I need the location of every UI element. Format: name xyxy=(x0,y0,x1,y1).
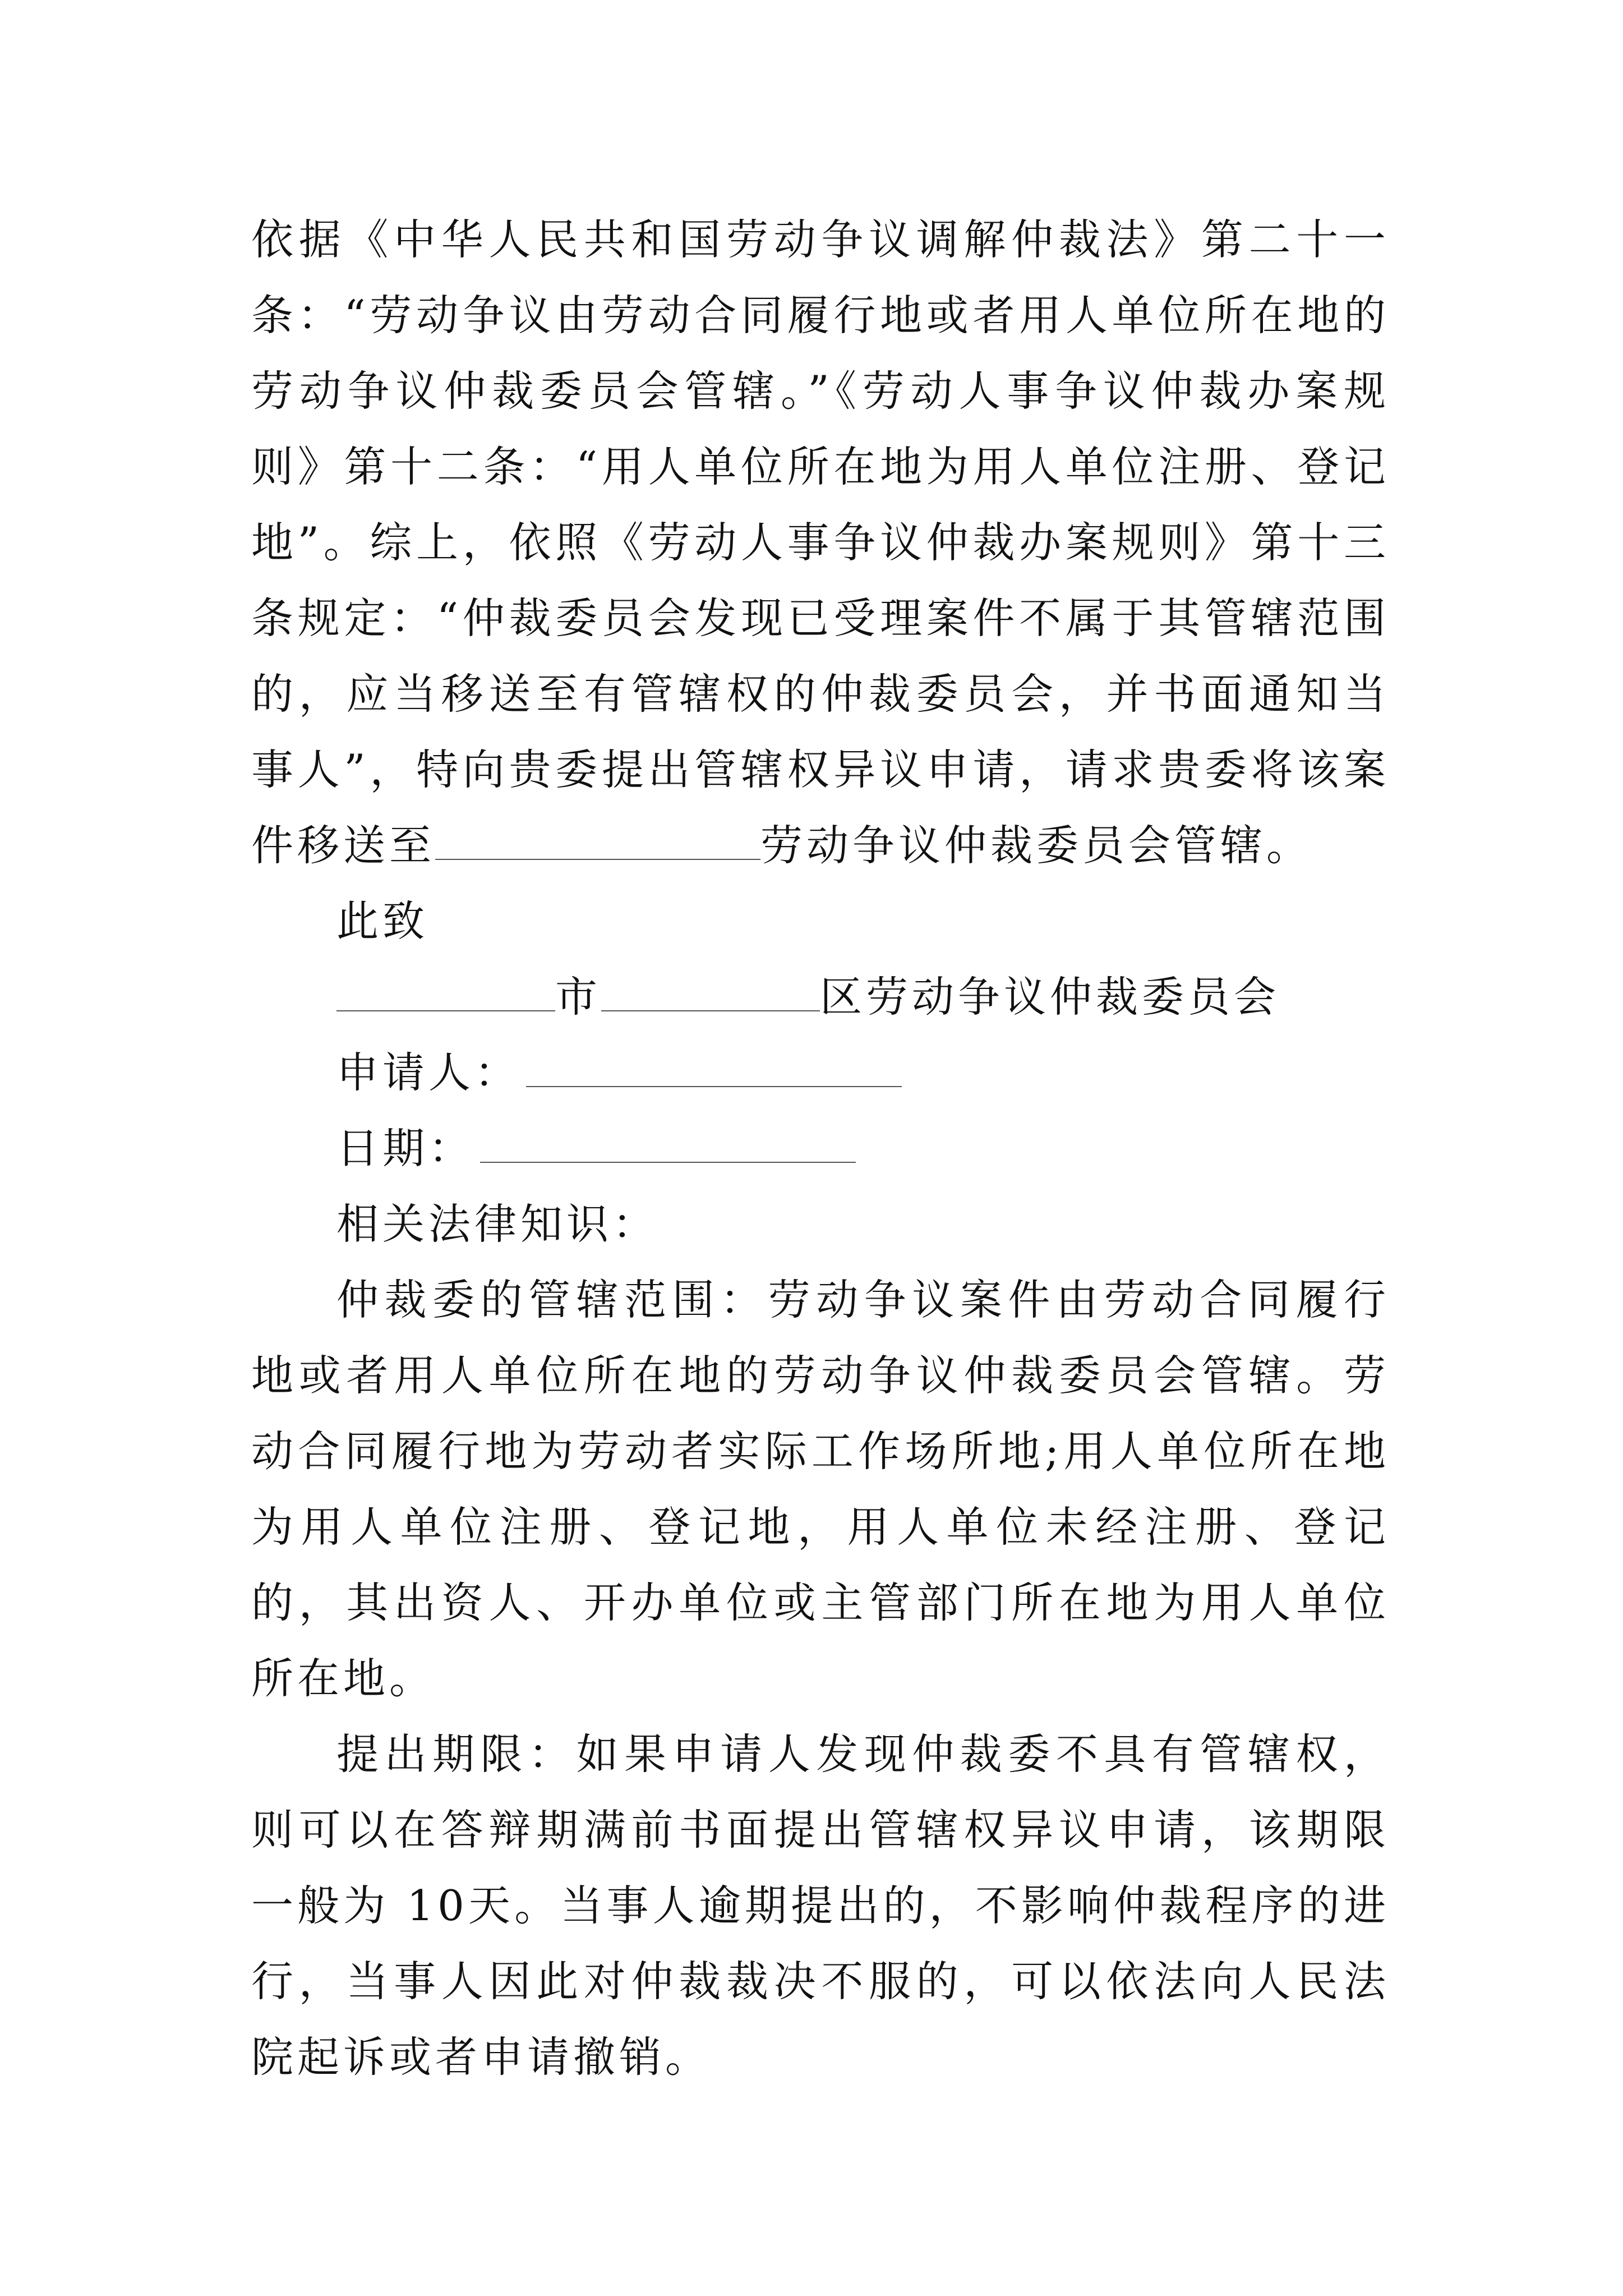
deadline-paragraph: 提出期限：如果申请人发现仲裁委不具有管辖权，则可以在答辩期满前书面提出管辖权异议申请，该期限一般为 10天。当事人逾期提出的，不影响仲裁程序的进行，当事人因此对仲裁裁决不服的，可以依法向人民法院起诉或者申请撤销。 xyxy=(251,1729,1390,2082)
district-blank xyxy=(601,976,820,1011)
transfer-target-blank xyxy=(435,824,760,860)
city-suffix: 市 xyxy=(555,972,602,1022)
recipient-line xyxy=(251,959,1390,1035)
applicant-label: 申请人： xyxy=(336,1048,521,1097)
salutation: 此致 xyxy=(336,896,429,946)
date-label: 日期： xyxy=(336,1124,475,1173)
city-blank xyxy=(336,976,555,1011)
date-blank xyxy=(480,1127,856,1163)
objection-text: 依据《中华人民共和国劳动争议调解仲裁法》第二十一条：“劳动争议由劳动合同履行地或者用人单位所在地的劳动争议仲裁委员会管辖。”《劳动人事争议仲裁办案规则》第十二条：“用人单位所在地为用人单位注册、登记地”。综上，依照《劳动人事争议仲裁办案规则》第十三条规定：“仲裁委员会发现已受理案件不属于其管辖范围的，应当移送至有管辖权的仲裁委员会，并书面通知当事人”，特向贵委提出管辖权异议申请，请求贵委将该案件移送至 xyxy=(251,215,1390,870)
applicant-line xyxy=(251,1035,1390,1111)
document-body xyxy=(251,202,1390,2095)
knowledge-heading: 相关法律知识： xyxy=(336,1199,659,1249)
objection-paragraph xyxy=(251,202,1390,884)
district-suffix: 区劳动争议仲裁委员会 xyxy=(820,972,1280,1022)
jurisdiction-scope-paragraph: 仲裁委的管辖范围：劳动争议案件由劳动合同履行地或者用人单位所在地的劳动争议仲裁委员会管辖。劳动合同履行地为劳动者实际工作场所地;用人单位所在地为用人单位注册、登记地，用人单位未经注册、登记的，其出资人、开办单位或主管部门所在地为用人单位所在地。 xyxy=(251,1275,1390,1703)
applicant-blank xyxy=(526,1051,902,1087)
date-line xyxy=(251,1111,1390,1186)
objection-tail-text: 劳动争议仲裁委员会管辖。 xyxy=(760,821,1313,870)
